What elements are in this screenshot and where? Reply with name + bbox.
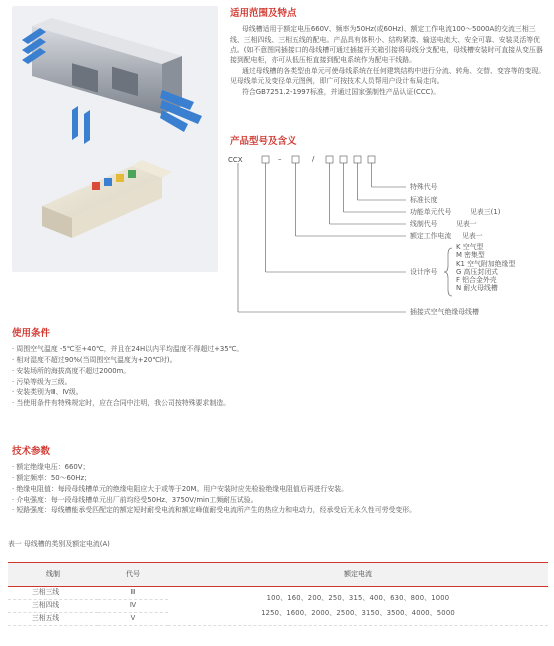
design-option: N 耐火母线槽 <box>456 284 498 293</box>
tech-item: · 额定频率：50～60Hz； <box>12 474 91 483</box>
conditions-section <box>12 328 542 409</box>
design-option: K1 空气附加绝缘型 <box>456 259 516 268</box>
tech-item: · 短路强度：母线槽能承受匹配定的额定短时耐受电流和额定峰值耐受电流所产生的热应力和电动力，经承受后无永久性可劳受变形。 <box>12 506 417 515</box>
model-title: 产品型号及含义 <box>230 136 297 147</box>
design-option: K 空气型 <box>456 243 484 251</box>
condition-item: · 安装类别为Ⅲ、Ⅳ级。 <box>12 388 83 397</box>
label-length: 标准长度 <box>410 196 438 204</box>
scope-paragraph-2: 通过母线槽的各类型由单元可使母线系统在任何建筑结构中进行分流、转角、交替、变容等的变现。见母线单元及变径单元图例，即广可按技术人员帮用户设计布局走向。 <box>230 67 546 86</box>
label-design: 设计序号 <box>410 268 438 276</box>
scope-section <box>230 8 548 97</box>
header-wiring: 线制 <box>8 563 98 587</box>
cell-wiring: 三相三线 <box>8 587 98 600</box>
label-current-ref: 见表一 <box>462 232 483 240</box>
model-slash: / <box>312 155 315 163</box>
product-photo-panel <box>12 6 218 272</box>
label-wiring: 线制代号 <box>410 220 438 228</box>
design-option: G 高压封闭式 <box>456 267 498 276</box>
label-special: 特殊代号 <box>410 183 438 191</box>
current-values-line-2: 1250、1600、2000、2500、3150、3500、4000、5000 <box>261 609 455 617</box>
label-function-ref: 见表三(1) <box>470 208 501 216</box>
design-option: M 密集型 <box>456 251 485 260</box>
header-current: 额定电流 <box>168 563 548 587</box>
header-code: 代号 <box>98 563 168 587</box>
tech-item: · 绝缘电阻值：每段母线槽单元的绝缘电阻应大于或等于20M。用户安装时应先检验绝缘电阻值后再进行安装。 <box>12 484 349 493</box>
cell-code: Ⅲ <box>98 587 168 600</box>
design-options-list <box>456 243 515 293</box>
cell-code: Ⅴ <box>98 613 168 626</box>
scope-paragraph-1: 母线槽适用于额定电压660V、频率为50Hz(或60Hz)、额定工作电流100～5000A的交流三相三线、三相四线、三相五线的配电。产品具有体积小、结构紧凑、输送电流大、安全可靠、安装灵活等优点。(如不意图同插接口的母线槽可通过插接开关箱引接将母线分支配电，母线槽安装时可直接从变压器接到配电柜，亦可从低压柜直接到配电系统作为配电干线路。 <box>230 25 543 65</box>
label-current: 额定工作电流 <box>410 232 452 240</box>
tech-section <box>12 446 542 516</box>
model-prefix: CCX <box>228 156 243 164</box>
design-option: F 铝合金外壳 <box>456 276 497 285</box>
busway-product-illustration <box>12 6 218 272</box>
tech-item: · 介电强度：每一段母线槽单元出厂前均经受50Hz、3750V/min工频耐压试验。 <box>12 495 258 504</box>
cell-wiring: 三相五线 <box>8 613 98 626</box>
cell-code: Ⅳ <box>98 600 168 613</box>
condition-item: · 污染等级为三级。 <box>12 377 72 386</box>
condition-item: · 周围空气温度 -5℃至+40℃，并且在24H以内平均温度不得超过+35℃。 <box>12 345 244 354</box>
model-code-diagram <box>226 150 552 320</box>
tech-item: · 额定绝缘电压：660V； <box>12 463 90 472</box>
condition-item: · 当使用条件有特殊规定时，应在合同中注明，我公司按特殊要求制造。 <box>12 398 230 407</box>
metal-busway-unit <box>22 18 202 144</box>
table-header-row <box>8 563 548 587</box>
current-table <box>8 562 548 626</box>
cream-busway-unit <box>42 160 172 238</box>
conditions-title: 使用条件 <box>12 328 51 339</box>
current-values-line-1: 100、160、200、250、315、400、630、800、1000 <box>266 594 450 603</box>
table-caption: 表一 母线槽的类别及额定电流(A) <box>8 540 110 548</box>
table-row <box>8 587 548 600</box>
cell-current-values <box>168 587 548 626</box>
scope-paragraph-3: 符合GB7251.2-1997标准，并通过国家强制性产品认证(CCC)。 <box>242 87 441 96</box>
label-bottom: 插接式空气绝缘母线槽 <box>410 308 479 316</box>
label-function: 功能单元代号 <box>410 208 452 216</box>
tech-title: 技术参数 <box>12 446 51 457</box>
model-dash: – <box>278 155 282 163</box>
condition-item: · 相对湿度不超过90%(当周围空气温度为+20℃时)。 <box>12 356 177 365</box>
model-code-lines <box>226 150 552 320</box>
scope-title: 适用范围及特点 <box>230 8 297 19</box>
cell-wiring: 三相四线 <box>8 600 98 613</box>
label-wiring-ref: 见表一 <box>456 220 477 228</box>
condition-item: · 安装场所的海拔高度不超过2000m。 <box>12 366 131 375</box>
